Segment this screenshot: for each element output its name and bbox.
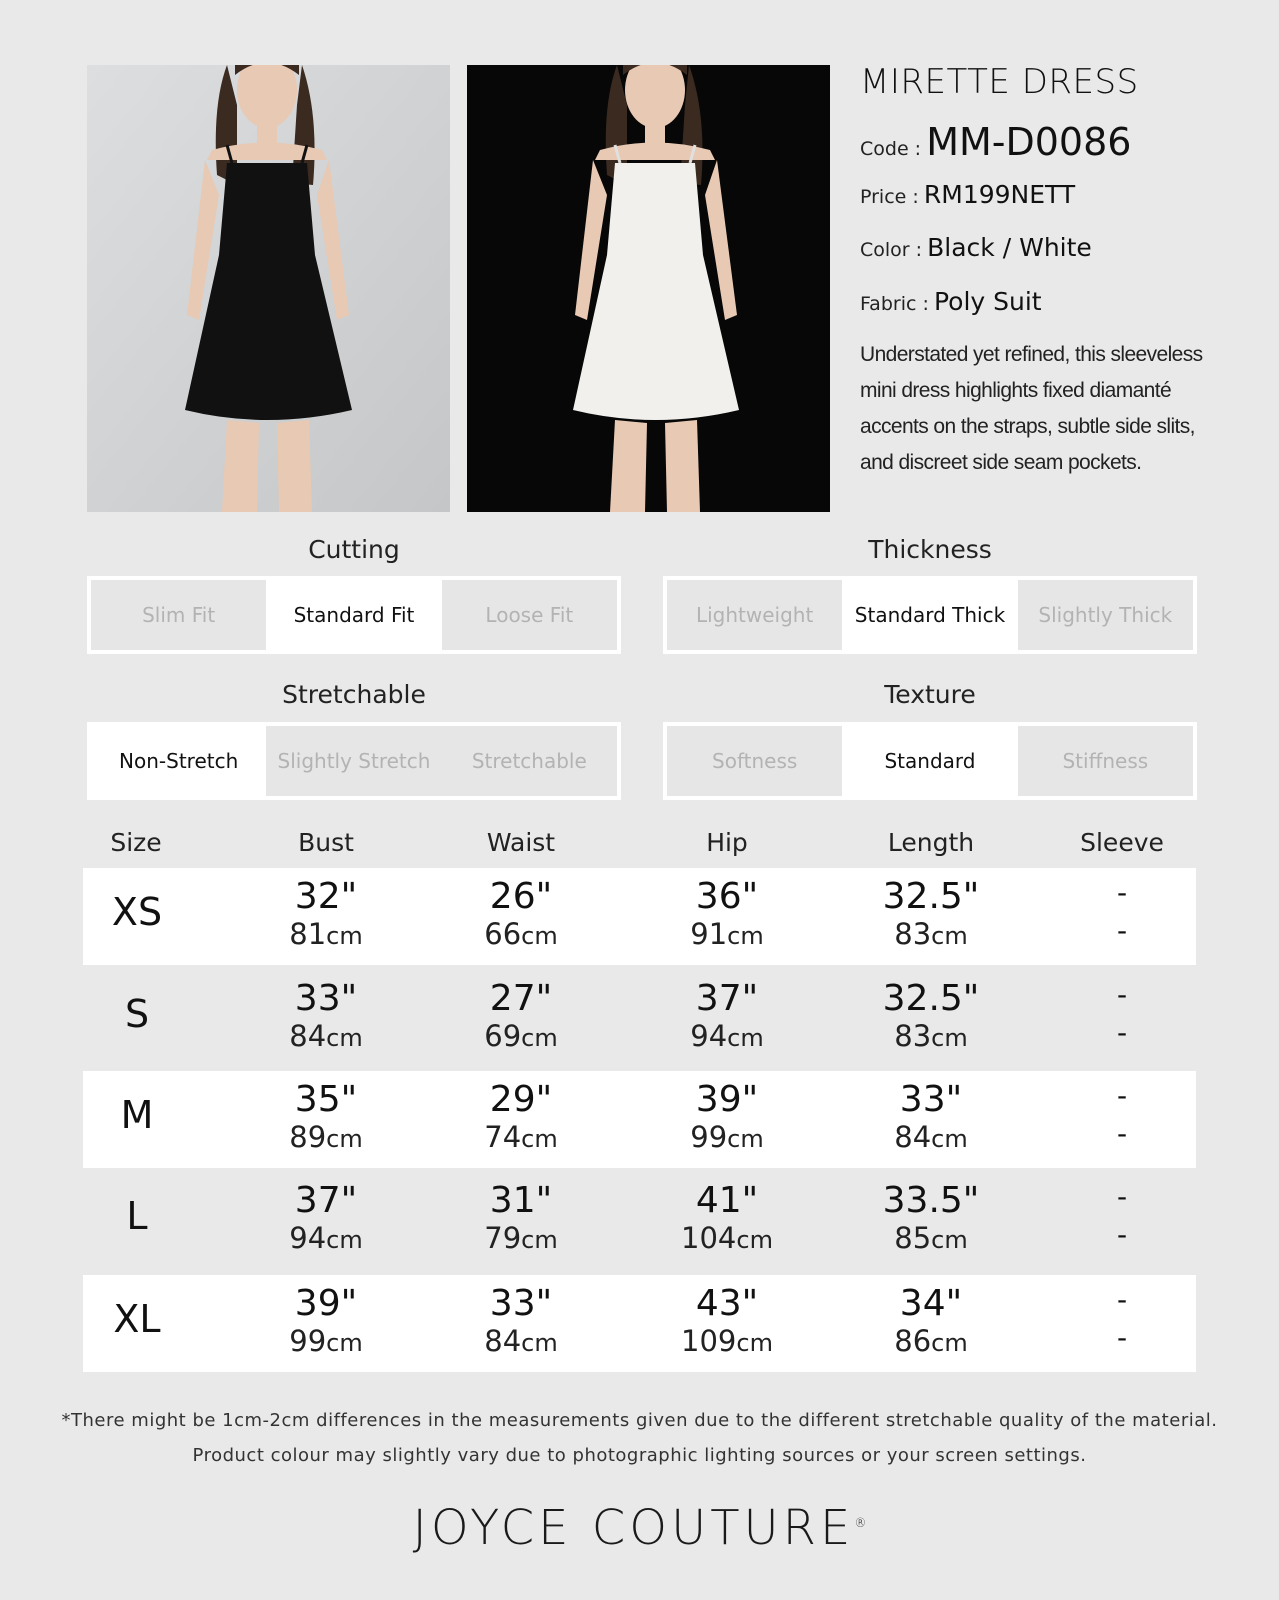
color-line <box>860 233 1092 262</box>
size-label: S <box>124 992 150 1036</box>
bust-cm-line <box>289 1324 362 1360</box>
waist-cell <box>484 979 557 1055</box>
size-label: XS <box>111 890 163 934</box>
length-inches: 33.5" <box>882 1180 980 1221</box>
sleeve-value: - <box>1116 978 1128 1011</box>
waist-inches: 33" <box>489 1283 553 1324</box>
bust-cm-value: 84 <box>289 1019 327 1053</box>
cm-unit: cm <box>326 1125 363 1153</box>
thickness-scale <box>663 576 1197 654</box>
cm-unit: cm <box>931 1226 968 1254</box>
length-cm-value: 83 <box>894 1019 932 1053</box>
bust-inches: 32" <box>294 876 358 917</box>
cm-unit: cm <box>736 1226 773 1254</box>
brand-name: JOYCE COUTURE <box>412 1500 855 1556</box>
length-cm-value: 85 <box>894 1221 932 1255</box>
waist-cm-line <box>484 1120 557 1156</box>
cm-unit: cm <box>727 922 764 950</box>
hip-cell <box>681 1284 773 1360</box>
product-code: MM-D0086 <box>926 120 1132 164</box>
thickness-option: Lightweight <box>667 580 842 650</box>
hip-cm-line <box>690 1019 763 1055</box>
cm-unit: cm <box>931 1024 968 1052</box>
waist-inches: 31" <box>489 1180 553 1221</box>
product-photo-white <box>467 65 830 512</box>
size-label: L <box>126 1194 148 1238</box>
hip-inches: 36" <box>695 876 759 917</box>
waist-cm-value: 84 <box>484 1324 522 1358</box>
length-cell <box>883 877 980 953</box>
length-inches: 32.5" <box>882 876 980 917</box>
cm-unit: cm <box>326 1226 363 1254</box>
product-title: MIRETTE DRESS <box>860 62 1139 102</box>
color-label: Color : <box>860 239 923 261</box>
hip-cm-value: 109 <box>681 1324 737 1358</box>
hip-inches: 41" <box>695 1180 759 1221</box>
hip-cm-line <box>690 1120 763 1156</box>
length-cm-value: 86 <box>894 1324 932 1358</box>
cm-unit: cm <box>326 1329 363 1357</box>
code-line <box>860 120 1131 164</box>
cm-unit: cm <box>521 1226 558 1254</box>
waist-cm-line <box>484 917 557 953</box>
cm-unit: cm <box>521 922 558 950</box>
size-label: M <box>120 1093 154 1137</box>
hip-cm-value: 104 <box>681 1221 737 1255</box>
sleeve-value: - <box>1116 876 1128 909</box>
length-inches: 34" <box>899 1283 963 1324</box>
hip-cm-value: 99 <box>690 1120 728 1154</box>
stretchable-option: Non-Stretch <box>91 726 266 796</box>
cm-unit: cm <box>521 1024 558 1052</box>
stretchable-option: Slightly Stretch <box>266 726 441 796</box>
hip-cm-line <box>681 1221 773 1257</box>
length-cell <box>894 1284 967 1360</box>
waist-cm-line <box>484 1324 557 1360</box>
measurement-note: *There might be 1cm-2cm differences in the measurements given due to the different stretchable quality of the material. <box>61 1410 1218 1431</box>
hip-cm-value: 94 <box>690 1019 728 1053</box>
waist-inches: 29" <box>489 1079 553 1120</box>
header-bust: Bust <box>298 828 354 857</box>
cm-unit: cm <box>521 1329 558 1357</box>
waist-cm-line <box>484 1221 557 1257</box>
length-cell <box>883 979 980 1055</box>
product-photo-black <box>87 65 450 512</box>
length-cm-line <box>883 1221 980 1257</box>
cm-unit: cm <box>326 922 363 950</box>
product-description: Understated yet refined, this sleeveless mini dress highlights fixed diamanté accents on the straps, subtle side slits, and discreet side seam pockets. <box>860 343 1203 474</box>
waist-inches: 27" <box>489 978 553 1019</box>
bust-inches: 33" <box>294 978 358 1019</box>
bust-cell <box>289 1181 362 1257</box>
bust-inches: 39" <box>294 1283 358 1324</box>
bust-cm-line <box>289 1120 362 1156</box>
length-cell <box>883 1181 980 1257</box>
product-price: RM199NETT <box>923 180 1076 209</box>
waist-inches: 26" <box>489 876 553 917</box>
colour-note: Product colour may slightly vary due to photographic lighting sources or your screen settings. <box>192 1445 1087 1466</box>
product-info <box>860 62 1220 474</box>
length-cm-value: 83 <box>894 917 932 951</box>
bust-cell <box>289 979 362 1055</box>
length-cell <box>894 1080 967 1156</box>
bust-cm-line <box>289 917 362 953</box>
hip-inches: 39" <box>695 1079 759 1120</box>
waist-cell <box>484 877 557 953</box>
thickness-option: Slightly Thick <box>1018 580 1193 650</box>
waist-cm-value: 74 <box>484 1120 522 1154</box>
sleeve-value: - <box>1116 1079 1128 1112</box>
price-line <box>860 180 1075 209</box>
sleeve-value: - <box>1116 1218 1128 1251</box>
header-size: Size <box>110 828 162 857</box>
hip-inches: 43" <box>695 1283 759 1324</box>
bust-cm-value: 94 <box>289 1221 327 1255</box>
header-hip: Hip <box>706 828 748 857</box>
cm-unit: cm <box>326 1024 363 1052</box>
waist-cell <box>484 1284 557 1360</box>
fabric-line <box>860 287 1042 316</box>
cutting-scale <box>87 576 621 654</box>
length-cm-line <box>894 1120 967 1156</box>
texture-option: Standard <box>842 726 1017 796</box>
hip-cell <box>681 1181 773 1257</box>
bust-cell <box>289 1284 362 1360</box>
stretchable-title: Stretchable <box>282 680 426 709</box>
waist-cm-value: 69 <box>484 1019 522 1053</box>
registered-mark: ® <box>854 1516 867 1530</box>
table-row-background <box>83 868 1196 965</box>
hip-cell <box>690 979 763 1055</box>
cutting-option: Loose Fit <box>442 580 617 650</box>
sleeve-value: - <box>1116 1283 1128 1316</box>
hip-cell <box>690 1080 763 1156</box>
stretchable-scale <box>87 722 621 800</box>
size-label: XL <box>113 1297 161 1341</box>
stretchable-option: Stretchable <box>442 726 617 796</box>
bust-inches: 37" <box>294 1180 358 1221</box>
bust-inches: 35" <box>294 1079 358 1120</box>
length-cm-line <box>883 917 980 953</box>
sleeve-value: - <box>1116 914 1128 947</box>
bust-cm-value: 81 <box>289 917 327 951</box>
texture-option: Stiffness <box>1018 726 1193 796</box>
brand-logo <box>0 1500 1279 1556</box>
product-color: Black / White <box>927 233 1092 262</box>
model-black-dress-illustration <box>87 65 450 512</box>
sleeve-value: - <box>1116 1180 1128 1213</box>
length-cm-line <box>883 1019 980 1055</box>
sleeve-value: - <box>1116 1321 1128 1354</box>
price-label: Price : <box>860 186 919 208</box>
header-waist: Waist <box>486 828 556 857</box>
cm-unit: cm <box>931 922 968 950</box>
thickness-option: Standard Thick <box>842 580 1017 650</box>
header-sleeve: Sleeve <box>1080 828 1164 857</box>
texture-scale <box>663 722 1197 800</box>
waist-cm-value: 66 <box>484 917 522 951</box>
table-row-background <box>83 1071 1196 1168</box>
length-inches: 32.5" <box>882 978 980 1019</box>
hip-cm-line <box>681 1324 773 1360</box>
cutting-option: Slim Fit <box>91 580 266 650</box>
code-label: Code : <box>860 138 922 160</box>
waist-cell <box>484 1181 557 1257</box>
bust-cell <box>289 1080 362 1156</box>
cm-unit: cm <box>727 1125 764 1153</box>
waist-cell <box>484 1080 557 1156</box>
sleeve-value: - <box>1116 1016 1128 1049</box>
bust-cm-value: 99 <box>289 1324 327 1358</box>
cm-unit: cm <box>931 1125 968 1153</box>
cm-unit: cm <box>736 1329 773 1357</box>
hip-cm-value: 91 <box>690 917 728 951</box>
product-fabric: Poly Suit <box>933 287 1042 316</box>
cm-unit: cm <box>931 1329 968 1357</box>
length-cm-line <box>894 1324 967 1360</box>
hip-cell <box>690 877 763 953</box>
hip-inches: 37" <box>695 978 759 1019</box>
waist-cm-line <box>484 1019 557 1055</box>
fabric-label: Fabric : <box>860 293 929 315</box>
length-cm-value: 84 <box>894 1120 932 1154</box>
length-inches: 33" <box>899 1079 963 1120</box>
sleeve-value: - <box>1116 1117 1128 1150</box>
header-length: Length <box>887 828 975 857</box>
cm-unit: cm <box>521 1125 558 1153</box>
cm-unit: cm <box>727 1024 764 1052</box>
bust-cm-line <box>289 1221 362 1257</box>
texture-title: Texture <box>884 680 976 709</box>
cutting-option: Standard Fit <box>266 580 441 650</box>
bust-cell <box>289 877 362 953</box>
cutting-title: Cutting <box>308 535 400 564</box>
waist-cm-value: 79 <box>484 1221 522 1255</box>
bust-cm-line <box>289 1019 362 1055</box>
thickness-title: Thickness <box>868 535 992 564</box>
model-white-dress-illustration <box>467 65 830 512</box>
bust-cm-value: 89 <box>289 1120 327 1154</box>
texture-option: Softness <box>667 726 842 796</box>
hip-cm-line <box>690 917 763 953</box>
table-row-background <box>83 1275 1196 1372</box>
